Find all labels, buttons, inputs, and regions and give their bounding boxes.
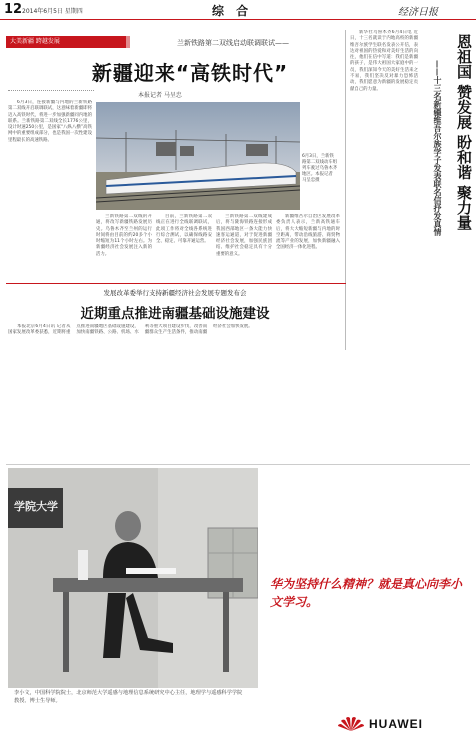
article-byline: 本报记者 马呈忠 — [138, 92, 182, 99]
huawei-logo — [337, 716, 467, 732]
paragraph: 目前，兰新铁路第二双线正在进行全线联调联试，此项工作将对全线各系统进行综合测试，以确保线路安全、稳定、可靠开通运营。 — [156, 214, 212, 245]
issue-date: 2014年6月5日 星期四 — [22, 8, 83, 15]
paragraph: 兰新铁路第二双线的开通，将改写新疆铁路发展历史。乌鲁木齐至兰州的运行时间将由目前的约20多个小时缩短为11个小时左右。为新疆经济社会发展注入新的活力。 — [96, 214, 152, 257]
photo-caption: 6月3日，兰新铁路第二双线动车组列车驶过乌鲁木齐地区。本报记者 马呈忠摄 — [302, 154, 338, 183]
paragraph: 6月3日，连接新疆与内地的兰新铁路第二双线开启联调联试，这意味着新疆即将迈入高铁时代，将进一步加强新疆同内地的联系。兰新铁路第二双线全长1776公里，设计时速250公里，是国家“八纵八横”高铁网中的重要组成部分，也是我国一次性建设里程最长的高速铁路。 — [8, 100, 92, 143]
article-column-5 — [276, 214, 340, 280]
side-subheadline: ——十三名新疆维吾尔族学子发表联名信抒发真情 — [433, 60, 442, 236]
article2-subhead: 发展改革委举行支持新疆经济社会发展专题发布会 — [103, 289, 247, 297]
article-column-2 — [96, 214, 152, 280]
series-banner: 大美新疆 跨越发展 — [6, 36, 126, 48]
page-header — [0, 0, 476, 20]
paragraph: 本报北京6月4日讯 记者从国家发展改革委获悉，近期将重点推进南疆地区基础设施建设，加快南疆铁路、公路、机场、水利等重大项目建设步伐，改善南疆群众生产生活条件，推动南疆经济社会加快发展。 — [8, 324, 253, 336]
article-kicker: 兰新铁路第二双线启动联调联试—— — [177, 39, 289, 47]
side-headline: 恩祖国 赞发展 盼和谐 聚力量 — [455, 34, 473, 230]
side-article-text — [350, 30, 418, 460]
section-rule — [6, 283, 346, 284]
article-column-3 — [156, 214, 212, 280]
dotted-divider — [8, 90, 94, 94]
column-divider — [345, 30, 346, 350]
paragraph: 新华社乌鲁木齐6月4日电 近日，十三名就读于内地高校的新疆维吾尔族学生联名发表公开信，表达对祖国的热爱和对美好生活的向往，他们在信中写道：我们是新疆的孩子，是伟大祖国大家庭中的一员，我们深知今天的美好生活来之不易，我们坚决反对暴力恐怖活动，我们愿意为新疆的发展稳定贡献自己的力量。 — [350, 30, 418, 92]
article2-body — [8, 324, 344, 460]
article-column-4 — [216, 214, 272, 280]
section-title: 综 合 — [212, 4, 253, 18]
article-headline: 新疆迎来“高铁时代” — [91, 61, 289, 85]
paragraph: 兰新铁路第二双线建成后，将与陇海铁路连接形成我国西部地区一条大能力快速客运通道，对于促进新疆经济社会发展，加强民族团结、维护社会稳定具有十分重要的意义。 — [216, 214, 272, 257]
article2-headline: 近期重点推进南疆基础设施建设 — [80, 306, 270, 322]
ad-caption: 李小文，中国科学院院士，北京师范大学遥感与地理信息系统研究中心主任，地理学与遥感科学学院教授、博士生导师。 — [14, 690, 243, 704]
masthead: 经济日报 — [398, 7, 438, 18]
brand-wordmark: HUAWEI — [369, 717, 423, 731]
article-column-1 — [8, 100, 92, 280]
page-number: 12 — [4, 2, 23, 17]
huawei-flower-icon — [337, 716, 365, 732]
ad-quote: 华为坚持什么精神？就是真心向李小文学习。 — [270, 577, 463, 609]
train-photo — [96, 102, 300, 210]
train-photo-graphic — [96, 102, 300, 210]
paragraph: 新疆维吾尔自治区发展改革委负责人表示，兰新高铁通车后，将大大缩短新疆与内地的时空距离，带动沿线旅游、商贸物流等产业的发展，加快新疆融入全国经济一体化进程。 — [276, 214, 340, 251]
ad-photo — [8, 468, 258, 688]
building-sign: 学院大学 — [14, 500, 58, 513]
